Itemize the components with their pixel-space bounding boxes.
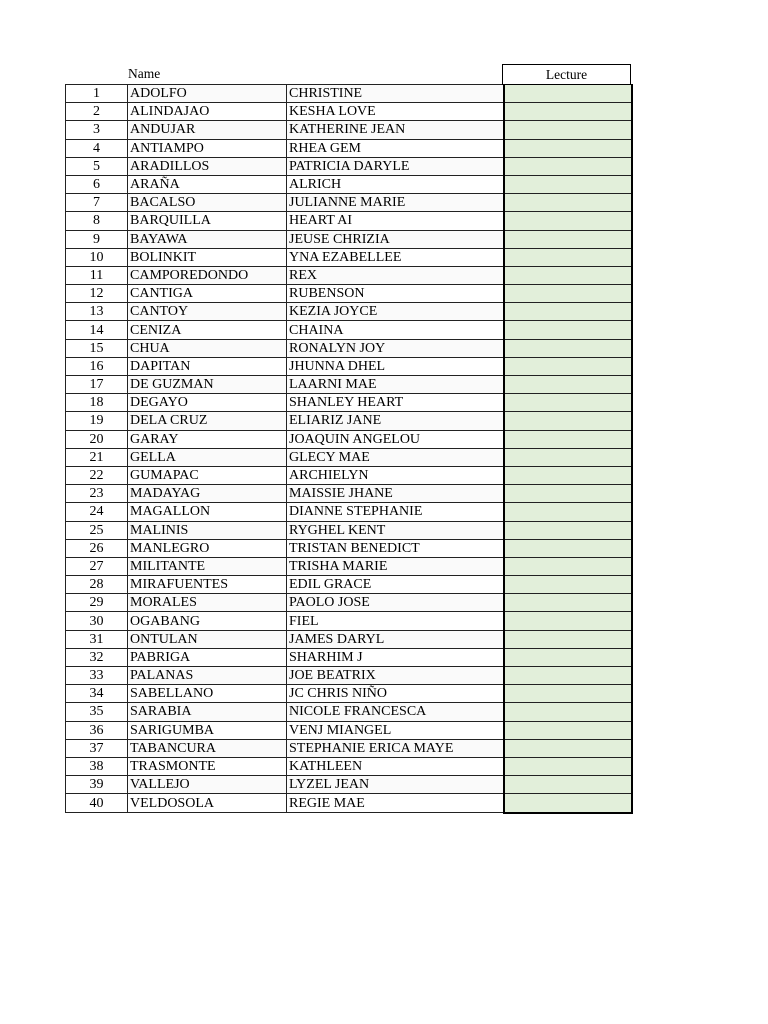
first-name-cell: KATHLEEN	[287, 757, 505, 775]
header-row	[65, 64, 631, 84]
row-number: 4	[66, 139, 128, 157]
lecture-cell[interactable]	[504, 721, 632, 739]
first-name-cell: CHRISTINE	[287, 85, 505, 103]
first-name-cell: PATRICIA DARYLE	[287, 157, 505, 175]
last-name-cell: PABRIGA	[128, 648, 287, 666]
row-number: 36	[66, 721, 128, 739]
first-name-cell: FIEL	[287, 612, 505, 630]
student-row	[66, 539, 633, 557]
first-name-cell: REX	[287, 266, 505, 284]
lecture-cell[interactable]	[504, 594, 632, 612]
first-name-cell: KATHERINE JEAN	[287, 121, 505, 139]
first-name-cell: JHUNNA DHEL	[287, 357, 505, 375]
lecture-cell[interactable]	[504, 376, 632, 394]
student-row	[66, 394, 633, 412]
last-name-cell: MANLEGRO	[128, 539, 287, 557]
row-number: 7	[66, 194, 128, 212]
student-row	[66, 194, 633, 212]
last-name-cell: ANTIAMPO	[128, 139, 287, 157]
student-row	[66, 248, 633, 266]
first-name-cell: GLECY MAE	[287, 448, 505, 466]
row-number: 19	[66, 412, 128, 430]
student-row	[66, 721, 633, 739]
student-row	[66, 339, 633, 357]
first-name-cell: EDIL GRACE	[287, 576, 505, 594]
student-row	[66, 412, 633, 430]
student-row	[66, 739, 633, 757]
first-name-cell: JOE BEATRIX	[287, 667, 505, 685]
student-row	[66, 139, 633, 157]
last-name-cell: CAMPOREDONDO	[128, 266, 287, 284]
student-table	[65, 84, 633, 814]
row-number: 26	[66, 539, 128, 557]
student-row	[66, 157, 633, 175]
student-row	[66, 303, 633, 321]
lecture-cell[interactable]	[504, 121, 632, 139]
last-name-cell: CENIZA	[128, 321, 287, 339]
lecture-cell[interactable]	[504, 685, 632, 703]
student-row	[66, 357, 633, 375]
last-name-cell: DELA CRUZ	[128, 412, 287, 430]
lecture-cell[interactable]	[504, 157, 632, 175]
last-name-cell: DAPITAN	[128, 357, 287, 375]
student-row	[66, 685, 633, 703]
lecture-cell[interactable]	[504, 412, 632, 430]
first-name-cell: REGIE MAE	[287, 794, 505, 813]
row-number: 39	[66, 776, 128, 794]
row-number: 31	[66, 630, 128, 648]
last-name-cell: SARIGUMBA	[128, 721, 287, 739]
lecture-cell[interactable]	[504, 357, 632, 375]
lecture-cell[interactable]	[504, 485, 632, 503]
row-number: 30	[66, 612, 128, 630]
first-name-cell: CHAINA	[287, 321, 505, 339]
last-name-cell: ARADILLOS	[128, 157, 287, 175]
lecture-cell[interactable]	[504, 212, 632, 230]
row-number: 10	[66, 248, 128, 266]
row-number: 5	[66, 157, 128, 175]
row-number: 38	[66, 757, 128, 775]
last-name-cell: TABANCURA	[128, 739, 287, 757]
last-name-cell: GUMAPAC	[128, 466, 287, 484]
first-name-cell: YNA EZABELLEE	[287, 248, 505, 266]
row-number: 23	[66, 485, 128, 503]
row-number: 28	[66, 576, 128, 594]
student-row	[66, 430, 633, 448]
last-name-cell: ONTULAN	[128, 630, 287, 648]
row-number: 15	[66, 339, 128, 357]
row-number: 35	[66, 703, 128, 721]
student-row	[66, 230, 633, 248]
student-row	[66, 703, 633, 721]
lecture-cell[interactable]	[504, 430, 632, 448]
last-name-cell: MADAYAG	[128, 485, 287, 503]
student-row	[66, 212, 633, 230]
last-name-cell: CHUA	[128, 339, 287, 357]
last-name-cell: VALLEJO	[128, 776, 287, 794]
first-name-cell: TRISTAN BENEDICT	[287, 539, 505, 557]
last-name-cell: SABELLANO	[128, 685, 287, 703]
student-row	[66, 667, 633, 685]
lecture-cell[interactable]	[504, 194, 632, 212]
lecture-cell[interactable]	[504, 794, 632, 813]
last-name-cell: BAYAWA	[128, 230, 287, 248]
student-row	[66, 757, 633, 775]
student-row	[66, 266, 633, 284]
last-name-cell: MALINIS	[128, 521, 287, 539]
row-number: 27	[66, 557, 128, 575]
first-name-cell: DIANNE STEPHANIE	[287, 503, 505, 521]
student-row	[66, 121, 633, 139]
lecture-cell[interactable]	[504, 248, 632, 266]
lecture-cell[interactable]	[504, 776, 632, 794]
lecture-cell[interactable]	[504, 339, 632, 357]
first-name-cell: JOAQUIN ANGELOU	[287, 430, 505, 448]
last-name-cell: DEGAYO	[128, 394, 287, 412]
first-name-cell: KEZIA JOYCE	[287, 303, 505, 321]
first-name-cell: TRISHA MARIE	[287, 557, 505, 575]
first-name-cell: SHARHIM J	[287, 648, 505, 666]
student-row	[66, 85, 633, 103]
first-name-cell: MAISSIE JHANE	[287, 485, 505, 503]
name-column-header: Name	[128, 66, 161, 81]
lecture-cell[interactable]	[504, 739, 632, 757]
first-name-cell: KESHA LOVE	[287, 103, 505, 121]
lecture-column-header: Lecture	[502, 64, 631, 85]
row-number: 11	[66, 266, 128, 284]
class-list-sheet	[65, 64, 633, 814]
lecture-cell[interactable]	[504, 757, 632, 775]
lecture-cell[interactable]	[504, 266, 632, 284]
last-name-cell: BOLINKIT	[128, 248, 287, 266]
student-row	[66, 466, 633, 484]
row-number: 40	[66, 794, 128, 813]
student-row	[66, 376, 633, 394]
student-row	[66, 448, 633, 466]
last-name-cell: ANDUJAR	[128, 121, 287, 139]
student-row	[66, 612, 633, 630]
first-name-cell: ALRICH	[287, 175, 505, 193]
student-row	[66, 175, 633, 193]
student-row	[66, 794, 633, 813]
row-number: 25	[66, 521, 128, 539]
last-name-cell: GARAY	[128, 430, 287, 448]
row-number: 21	[66, 448, 128, 466]
first-name-cell: NICOLE FRANCESCA	[287, 703, 505, 721]
last-name-cell: BACALSO	[128, 194, 287, 212]
first-name-cell: ARCHIELYN	[287, 466, 505, 484]
lecture-cell[interactable]	[504, 139, 632, 157]
row-number: 2	[66, 103, 128, 121]
student-row	[66, 630, 633, 648]
last-name-cell: BARQUILLA	[128, 212, 287, 230]
last-name-cell: DE GUZMAN	[128, 376, 287, 394]
row-number: 33	[66, 667, 128, 685]
last-name-cell: CANTOY	[128, 303, 287, 321]
lecture-cell[interactable]	[504, 667, 632, 685]
row-number: 1	[66, 85, 128, 103]
lecture-cell[interactable]	[504, 103, 632, 121]
first-name-cell: RYGHEL KENT	[287, 521, 505, 539]
student-row	[66, 285, 633, 303]
row-number: 12	[66, 285, 128, 303]
last-name-cell: MILITANTE	[128, 557, 287, 575]
last-name-cell: CANTIGA	[128, 285, 287, 303]
row-number: 37	[66, 739, 128, 757]
student-row	[66, 557, 633, 575]
row-number: 24	[66, 503, 128, 521]
lecture-cell[interactable]	[504, 175, 632, 193]
first-name-cell: HEART AI	[287, 212, 505, 230]
last-name-cell: PALANAS	[128, 667, 287, 685]
lecture-cell[interactable]	[504, 612, 632, 630]
row-number: 16	[66, 357, 128, 375]
row-number: 34	[66, 685, 128, 703]
last-name-cell: MORALES	[128, 594, 287, 612]
first-name-cell: LAARNI MAE	[287, 376, 505, 394]
first-name-cell: RHEA GEM	[287, 139, 505, 157]
row-number: 17	[66, 376, 128, 394]
first-name-cell: JAMES DARYL	[287, 630, 505, 648]
first-name-cell: LYZEL JEAN	[287, 776, 505, 794]
lecture-cell[interactable]	[504, 303, 632, 321]
first-name-cell: JC CHRIS NIÑO	[287, 685, 505, 703]
first-name-cell: STEPHANIE ERICA MAYE	[287, 739, 505, 757]
lecture-cell[interactable]	[504, 557, 632, 575]
lecture-cell[interactable]	[504, 703, 632, 721]
first-name-cell: SHANLEY HEART	[287, 394, 505, 412]
student-row	[66, 485, 633, 503]
last-name-cell: MAGALLON	[128, 503, 287, 521]
student-row	[66, 576, 633, 594]
student-row	[66, 776, 633, 794]
row-number: 29	[66, 594, 128, 612]
lecture-cell[interactable]	[504, 576, 632, 594]
lecture-cell[interactable]	[504, 85, 632, 103]
lecture-cell[interactable]	[504, 521, 632, 539]
lecture-cell[interactable]	[504, 503, 632, 521]
row-number: 14	[66, 321, 128, 339]
last-name-cell: ARAÑA	[128, 175, 287, 193]
row-number: 13	[66, 303, 128, 321]
first-name-cell: ELIARIZ JANE	[287, 412, 505, 430]
first-name-cell: PAOLO JOSE	[287, 594, 505, 612]
lecture-cell[interactable]	[504, 648, 632, 666]
row-number: 9	[66, 230, 128, 248]
last-name-cell: TRASMONTE	[128, 757, 287, 775]
first-name-cell: JEUSE CHRIZIA	[287, 230, 505, 248]
lecture-cell[interactable]	[504, 448, 632, 466]
last-name-cell: VELDOSOLA	[128, 794, 287, 813]
lecture-cell[interactable]	[504, 285, 632, 303]
student-row	[66, 103, 633, 121]
lecture-cell[interactable]	[504, 321, 632, 339]
last-name-cell: ADOLFO	[128, 85, 287, 103]
last-name-cell: MIRAFUENTES	[128, 576, 287, 594]
last-name-cell: ALINDAJAO	[128, 103, 287, 121]
student-row	[66, 321, 633, 339]
row-number: 22	[66, 466, 128, 484]
first-name-cell: VENJ MIANGEL	[287, 721, 505, 739]
row-number: 3	[66, 121, 128, 139]
student-row	[66, 521, 633, 539]
lecture-cell[interactable]	[504, 466, 632, 484]
row-number: 6	[66, 175, 128, 193]
student-row	[66, 594, 633, 612]
first-name-cell: JULIANNE MARIE	[287, 194, 505, 212]
last-name-cell: SARABIA	[128, 703, 287, 721]
student-row	[66, 503, 633, 521]
row-number: 18	[66, 394, 128, 412]
first-name-cell: RUBENSON	[287, 285, 505, 303]
last-name-cell: OGABANG	[128, 612, 287, 630]
row-number: 8	[66, 212, 128, 230]
row-number: 32	[66, 648, 128, 666]
last-name-cell: GELLA	[128, 448, 287, 466]
lecture-cell[interactable]	[504, 630, 632, 648]
first-name-cell: RONALYN JOY	[287, 339, 505, 357]
lecture-cell[interactable]	[504, 539, 632, 557]
lecture-cell[interactable]	[504, 394, 632, 412]
student-row	[66, 648, 633, 666]
lecture-cell[interactable]	[504, 230, 632, 248]
row-number: 20	[66, 430, 128, 448]
